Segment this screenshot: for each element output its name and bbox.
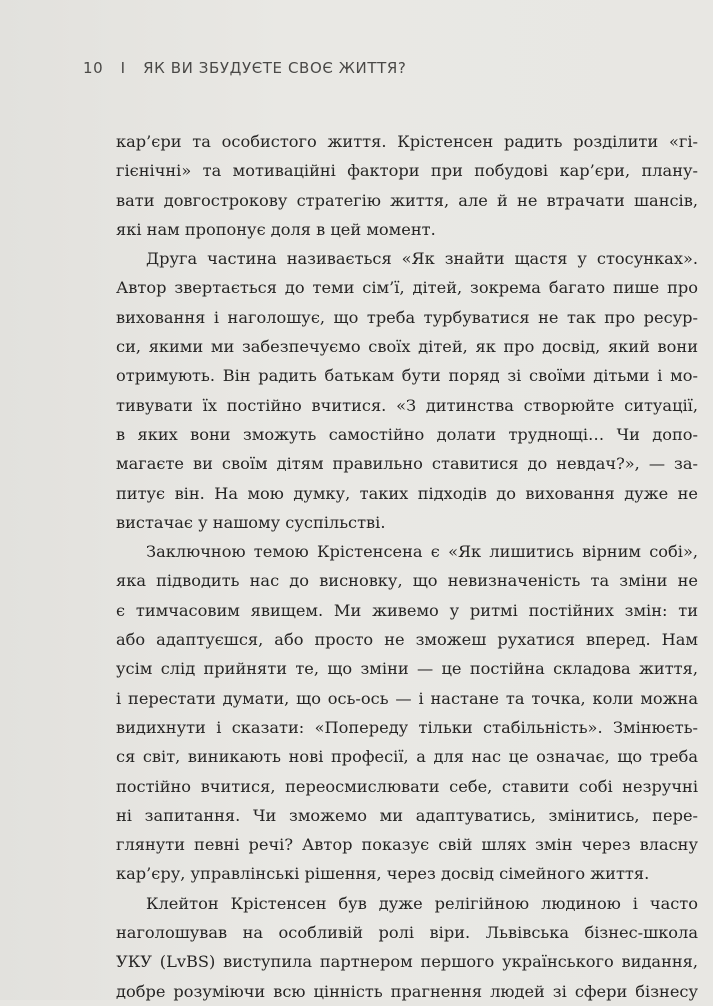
header-separator: I	[120, 59, 126, 77]
chapter-title: ЯК ВИ ЗБУДУЄТЕ СВОЄ ЖИТТЯ?	[143, 59, 407, 77]
text-line: яка підводить нас до висновку, що невизначеність та зміни не	[116, 571, 698, 591]
text-line: тивувати їх постійно вчитися. «З дитинства створюйте ситуації,	[116, 395, 698, 415]
text-line: в яких вони зможуть самостійно долати труднощі… Чи допо-	[116, 424, 698, 444]
text-line: вистачає у нашому суспільстві.	[116, 512, 386, 532]
paragraph-start: Заключною темою Крістенсена є «Як лишитись вірним собі»,	[146, 542, 698, 562]
body-text	[116, 127, 698, 1006]
text-line: Автор звертається до теми сім’ї, дітей, зокрема багато пише про	[116, 278, 698, 298]
text-line: гієнічні» та мотиваційні фактори при побудові кар’єри, плану-	[116, 161, 698, 181]
text-line: ні запитання. Чи зможемо ми адаптуватись, змінитись, пере-	[116, 805, 698, 825]
paragraph-start: Друга частина називається «Як знайти щастя у стосунках».	[146, 249, 698, 269]
text-line: си, якими ми забезпечуємо своїх дітей, як про досвід, який вони	[116, 337, 698, 357]
text-line: або адаптуєшся, або просто не зможеш рухатися вперед. Нам	[116, 630, 698, 650]
text-line: видихнути і сказати: «Попереду тільки стабільність». Змінюєть-	[116, 717, 698, 737]
text-line: кар’єру, управлінські рішення, через досвід сімейного життя.	[116, 864, 650, 884]
text-line: отримують. Він радить батькам бути поряд зі своїми дітьми і мо-	[116, 366, 698, 386]
paragraph-start: Клейтон Крістенсен був дуже релігійною людиною і часто	[146, 893, 698, 913]
text-line: ся світ, виникають нові професії, а для нас це означає, що треба	[116, 747, 698, 767]
running-header	[83, 59, 407, 77]
text-line: усім слід прийняти те, що зміни — це постійна складова життя,	[116, 659, 698, 679]
text-line: УКУ (LvBS) виступила партнером першого українського видання,	[116, 952, 698, 972]
text-line: питує він. На мою думку, таких підходів до виховання дуже не	[116, 483, 698, 503]
text-line: наголошував на особливій ролі віри. Львівська бізнес-школа	[116, 923, 698, 943]
text-line: які нам пропонує доля в цей момент.	[116, 219, 436, 239]
text-line: є тимчасовим явищем. Ми живемо у ритмі постійних змін: ти	[116, 600, 698, 620]
text-line: добре розуміючи всю цінність прагнення людей зі сфери бізнесу	[116, 981, 698, 1001]
text-line: магаєте ви своїм дітям правильно ставитися до невдач?», — за-	[116, 454, 698, 474]
text-line: глянути певні речі? Автор показує свій шлях змін через власну	[116, 835, 698, 855]
text-line: вати довгострокову стратегію життя, але й не втрачати шансів,	[116, 190, 698, 210]
text-line: виховання і наголошує, що треба турбуватися не так про ресур-	[116, 307, 698, 327]
text-line: кар’єри та особистого життя. Крістенсен радить розділити «гі-	[116, 132, 698, 151]
text-line: і перестати думати, що ось-ось — і настане та точка, коли можна	[116, 688, 698, 708]
page-number: 10	[83, 59, 104, 77]
text-line: постійно вчитися, переосмислювати себе, ставити собі незручні	[116, 776, 698, 796]
